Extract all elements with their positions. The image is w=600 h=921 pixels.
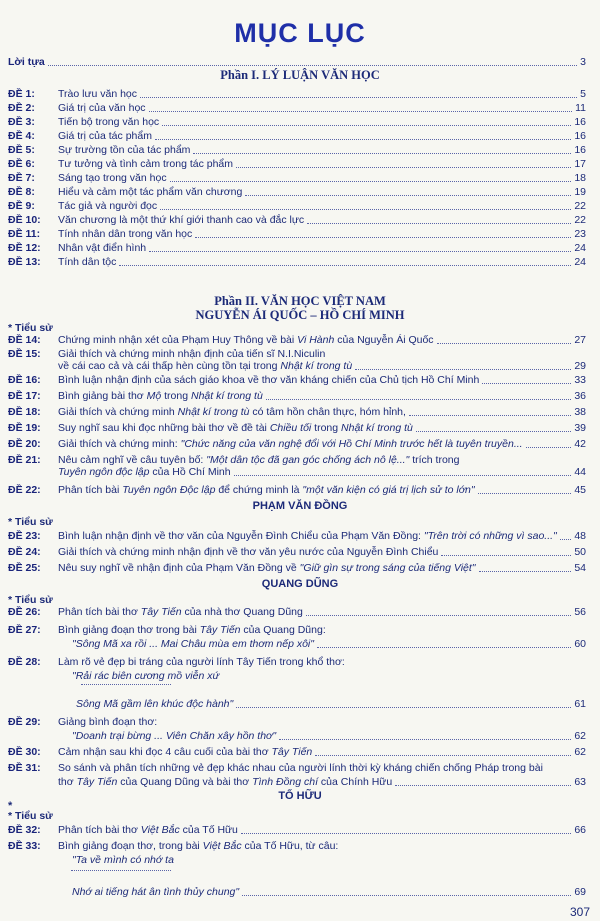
toc-entry[interactable] [8, 256, 586, 268]
entry-page: 66 [574, 824, 586, 836]
entry-title: Trào lưu văn học [58, 88, 138, 100]
toc-entry-quote[interactable] [76, 698, 586, 710]
entry-number: ĐỀ 19: [8, 422, 41, 434]
toc-entry[interactable] [8, 172, 586, 184]
entry-page: 27 [574, 334, 586, 346]
toc-entry-quote [72, 854, 586, 866]
leader-dots [140, 97, 577, 98]
entry-page: 60 [574, 638, 586, 650]
entry-title: Giải thích và chứng minh nhận định của tiến sĩ N.I.Niculin [58, 348, 326, 360]
entry-title: Tính nhân dân trong văn học [58, 228, 193, 240]
leader-dots [241, 833, 571, 834]
page-number: 307 [569, 905, 590, 919]
leader-dots [81, 684, 171, 685]
entry-title: Nêu cảm nghĩ về câu tuyên bố: "Một dân tộc đã gan góc chống ách nô lệ..." trích trong [58, 454, 460, 466]
entry-number: ĐỀ 10: [8, 214, 41, 226]
entry-number: ĐỀ 21: [8, 454, 41, 466]
toc-entry-quote[interactable] [72, 638, 586, 650]
leader-dots [119, 265, 571, 266]
leader-dots [526, 447, 572, 448]
entry-title: Văn chương là một thứ khí giới thanh cao và đắc lực [58, 214, 305, 226]
entry-number: ĐỀ 6: [8, 158, 35, 170]
toc-entry[interactable] [8, 656, 586, 668]
leader-dots [315, 755, 571, 756]
toc-entry-continuation[interactable] [58, 360, 586, 372]
entry-number: ĐỀ 3: [8, 116, 35, 128]
toc-entry[interactable] [8, 824, 586, 836]
toc-entry[interactable] [8, 186, 586, 198]
leader-dots [245, 195, 571, 196]
entry-title: Giải thích và chứng minh Nhật kí trong tù có tâm hồn chân thực, hóm hỉnh, [58, 406, 406, 418]
author-heading: NGUYỄN ÁI QUỐC – HỒ CHÍ MINH [195, 308, 405, 322]
entry-title: Giá trị của văn học [58, 102, 146, 114]
entry-title: Bình giảng bài thơ Mộ trong Nhật kí trong tù [58, 390, 263, 402]
toc-entry[interactable] [8, 214, 586, 226]
entry-title: Giá trị của tác phẩm [58, 130, 152, 142]
leader-dots [441, 555, 571, 556]
biography-entry[interactable]: * Tiểu sử [8, 810, 53, 822]
entry-title: Tiến bộ trong văn học [58, 116, 160, 128]
leader-dots [71, 870, 171, 871]
toc-entry[interactable] [8, 606, 586, 618]
toc-entry[interactable] [8, 348, 586, 360]
toc-entry[interactable] [8, 716, 586, 728]
part-heading: Phần I. LÝ LUẬN VĂN HỌC [220, 68, 380, 82]
leader-dots [266, 399, 572, 400]
entry-number: ĐỀ 29: [8, 716, 41, 728]
leader-dots [307, 223, 571, 224]
leader-dots [409, 415, 571, 416]
leader-dots [236, 707, 571, 708]
toc-entry[interactable] [8, 546, 586, 558]
leader-dots [149, 251, 571, 252]
toc-entry[interactable] [8, 840, 586, 852]
author-heading: TỐ HỮU [278, 790, 322, 802]
entry-title: Bình giảng đoạn thơ trong bài Tây Tiến của Quang Dũng: [58, 624, 326, 636]
entry-page: 22 [574, 214, 586, 226]
toc-entry[interactable] [8, 334, 586, 346]
entry-page: 44 [574, 466, 586, 478]
entry-page: 50 [574, 546, 586, 558]
toc-entry[interactable] [8, 158, 586, 170]
leader-dots [236, 167, 571, 168]
leader-dots [560, 539, 572, 540]
entry-number: ĐỀ 20: [8, 438, 41, 450]
entry-number: ĐỀ 1: [8, 88, 35, 100]
entry-title: Làm rõ vẻ đẹp bi tráng của người lính Tây Tiến trong khổ thơ: [58, 656, 345, 668]
toc-entry[interactable] [8, 390, 586, 402]
entry-page: 24 [574, 242, 586, 254]
entry-title: Phân tích bài thơ Tây Tiến của nhà thơ Quang Dũng [58, 606, 303, 618]
entry-title: Tư tưởng và tình cảm trong tác phẩm [58, 158, 234, 170]
leader-dots [234, 475, 572, 476]
quote-text: "Rải rác biên cương mồ viễn xứ [72, 670, 220, 682]
toc-entry[interactable] [8, 530, 586, 542]
entry-title: Hiểu và cảm một tác phẩm văn chương [58, 186, 243, 198]
entry-title: về cái cao cả và cái thấp hèn cùng tồn tại trong Nhật kí trong tù [58, 360, 353, 372]
entry-number: ĐỀ 31: [8, 762, 41, 774]
entry-title: Phân tích bài thơ Việt Bắc của Tố Hữu [58, 824, 238, 836]
entry-number: ĐỀ 15: [8, 348, 41, 360]
toc-entry[interactable] [8, 200, 586, 212]
author-heading: PHẠM VĂN ĐỒNG [252, 500, 348, 512]
toc-entry[interactable] [8, 484, 586, 496]
entry-title: Sáng tạo trong văn học [58, 172, 167, 184]
entry-number: ĐỀ 12: [8, 242, 41, 254]
toc-entry[interactable] [8, 406, 586, 418]
entry-number: ĐỀ 2: [8, 102, 35, 114]
entry-page: 11 [575, 102, 586, 114]
toc-entry-continuation[interactable] [58, 466, 586, 478]
toc-entry[interactable] [8, 762, 586, 774]
entry-title: Tuyên ngôn độc lập của Hồ Chí Minh [58, 466, 231, 478]
entry-number: ĐỀ 26: [8, 606, 41, 618]
leader-dots [160, 209, 571, 210]
entry-title: thơ Tây Tiến của Quang Dũng và bài thơ Tình Đồng chí của Chính Hữu [58, 776, 393, 788]
entry-page: 5 [580, 88, 586, 100]
biography-entry[interactable]: * Tiểu sử [8, 516, 53, 528]
entry-page: 63 [574, 776, 586, 788]
entry-number: ĐỀ 5: [8, 144, 35, 156]
entry-page: 29 [574, 360, 586, 372]
leader-dots [162, 125, 571, 126]
toc-entry[interactable] [8, 102, 586, 114]
toc-entry-quote[interactable] [72, 730, 586, 742]
entry-number: ĐỀ 9: [8, 200, 35, 212]
toc-entry[interactable] [8, 374, 586, 386]
leader-dots [193, 153, 571, 154]
quote-text: Nhớ ai tiếng hát ân tình thủy chung" [72, 886, 240, 898]
leader-dots [306, 615, 571, 616]
toc-entry[interactable] [8, 422, 586, 434]
leader-dots [155, 139, 571, 140]
entry-page: 18 [574, 172, 586, 184]
entry-title: Giải thích và chứng minh nhận định về thơ văn yêu nước của Nguyễn Đình Chiểu [58, 546, 439, 558]
entry-page: 19 [574, 186, 586, 198]
page-title: MỤC LỤC [234, 18, 366, 48]
entry-page: 39 [574, 422, 586, 434]
quote-text: Sông Mã gầm lên khúc độc hành" [76, 698, 234, 710]
entry-page: 54 [574, 562, 586, 574]
entry-page: 17 [574, 158, 586, 170]
entry-page: 48 [574, 530, 586, 542]
entry-page: 56 [574, 606, 586, 618]
leader-dots [242, 895, 571, 896]
quote-text: "Sông Mã xa rồi ... Mai Châu mùa em thơm nếp xôi" [72, 638, 314, 650]
leader-dots [149, 111, 573, 112]
entry-number: ĐỀ 25: [8, 562, 41, 574]
leader-dots [478, 493, 572, 494]
entry-number: ĐỀ 24: [8, 546, 41, 558]
toc-entry[interactable] [8, 88, 586, 100]
entry-title: Tính dân tộc [58, 256, 117, 268]
entry-title: Bình giảng đoạn thơ, trong bài Việt Bắc của Tố Hữu, từ câu: [58, 840, 339, 852]
entry-number: ĐỀ 33: [8, 840, 41, 852]
entry-title: Sự trường tồn của tác phẩm [58, 144, 191, 156]
toc-entry-quote [72, 670, 586, 682]
entry-number: ĐỀ 27: [8, 624, 41, 636]
entry-number: ĐỀ 16: [8, 374, 41, 386]
entry-number: ĐỀ 18: [8, 406, 41, 418]
leader-dots [482, 383, 571, 384]
toc-entry-intro[interactable] [8, 56, 586, 68]
entry-number: ĐỀ 8: [8, 186, 35, 198]
leader-dots [416, 431, 571, 432]
biography-entry[interactable]: * Tiểu sử [8, 594, 53, 606]
toc-entry[interactable] [8, 116, 586, 128]
entry-number: ĐỀ 11: [8, 228, 41, 240]
entry-title: Bình luận nhận định về thơ văn của Nguyễn Đình Chiểu của Phạm Văn Đồng: "Trên trời có những vì sao..." [58, 530, 557, 542]
entry-page: 16 [574, 144, 586, 156]
entry-number: ĐỀ 4: [8, 130, 35, 142]
entry-number: ĐỀ 14: [8, 334, 41, 346]
quote-ellipsis [78, 684, 586, 687]
entry-page: 45 [574, 484, 586, 496]
entry-title: Giải thích và chứng minh: "Chức năng của văn nghệ đổi với Hồ Chí Minh trước hết là tuyên truyền... [58, 438, 523, 450]
toc-entry[interactable] [8, 228, 586, 240]
star-mark: * [8, 800, 13, 812]
toc-entry[interactable] [8, 130, 586, 142]
entry-title: Giảng bình đoạn thơ: [58, 716, 158, 728]
entry-page: 33 [574, 374, 586, 386]
entry-title: Chứng minh nhận xét của Phạm Huy Thông về bài Vi Hành của Nguyễn Ái Quốc [58, 334, 434, 346]
entry-number: ĐỀ 13: [8, 256, 41, 268]
entry-title: Cảm nhận sau khi đọc 4 câu cuối của bài thơ Tây Tiến [58, 746, 313, 758]
entry-title: Phân tích bài Tuyên ngôn Độc lập để chứng minh là "một văn kiện có giá trị lịch sử to lớn" [58, 484, 475, 496]
quote-ellipsis [68, 870, 586, 873]
entry-title: Suy nghĩ sau khi đọc những bài thơ về đề tài Chiều tối trong Nhật kí trong tù [58, 422, 413, 434]
toc-entry[interactable] [8, 454, 586, 466]
toc-entry[interactable] [8, 438, 586, 450]
leader-dots [479, 571, 572, 572]
leader-dots [48, 65, 578, 66]
toc-entry[interactable] [8, 624, 586, 636]
entry-title: Bình luận nhận định của sách giáo khoa về thơ văn kháng chiến của Chủ tịch Hồ Chí Minh [58, 374, 480, 386]
entry-number: ĐỀ 22: [8, 484, 41, 496]
leader-dots [437, 343, 572, 344]
entry-page: 23 [574, 228, 586, 240]
entry-page: 16 [574, 130, 586, 142]
entry-number: ĐỀ 28: [8, 656, 41, 668]
entry-page: 62 [574, 746, 586, 758]
toc-entry-quote[interactable] [72, 886, 586, 898]
entry-page: 3 [580, 56, 586, 68]
entry-number: ĐỀ 23: [8, 530, 41, 542]
entry-number: ĐỀ 30: [8, 746, 41, 758]
entry-page: 24 [574, 256, 586, 268]
leader-dots [195, 237, 571, 238]
quote-text: "Ta về mình có nhớ ta [72, 854, 174, 866]
toc-entry[interactable] [8, 144, 586, 156]
entry-page: 16 [574, 116, 586, 128]
entry-number: ĐỀ 17: [8, 390, 41, 402]
leader-dots [317, 647, 571, 648]
toc-entry[interactable] [8, 562, 586, 574]
biography-entry[interactable]: * Tiểu sử [8, 322, 53, 334]
entry-page: 62 [574, 730, 586, 742]
toc-entry[interactable] [8, 746, 586, 758]
entry-title: Nêu suy nghĩ về nhận định của Phạm Văn Đồng về "Giữ gìn sự trong sáng của tiếng Việt" [58, 562, 476, 574]
entry-number: ĐỀ 32: [8, 824, 41, 836]
toc-entry-continuation[interactable] [58, 776, 586, 788]
entry-title: So sánh và phân tích những vẻ đẹp khác nhau của người lính thời kỳ kháng chiến chống Pháp trong bài [58, 762, 543, 774]
part-heading: Phần II. VĂN HỌC VIỆT NAM [214, 294, 386, 308]
leader-dots [395, 785, 571, 786]
entry-title: Tác giả và người đọc [58, 200, 158, 212]
entry-label: Lời tựa [8, 56, 45, 68]
entry-page: 61 [574, 698, 586, 710]
leader-dots [279, 739, 571, 740]
leader-dots [170, 181, 572, 182]
entry-number: ĐỀ 7: [8, 172, 35, 184]
entry-page: 36 [574, 390, 586, 402]
toc-entry[interactable] [8, 242, 586, 254]
entry-title: Nhân vật điển hình [58, 242, 147, 254]
entry-page: 69 [574, 886, 586, 898]
entry-page: 38 [574, 406, 586, 418]
entry-page: 42 [574, 438, 586, 450]
entry-page: 22 [574, 200, 586, 212]
author-heading: QUANG DŨNG [261, 578, 339, 590]
quote-text: "Doanh trại bừng ... Viên Chăn xây hồn thơ" [72, 730, 277, 742]
leader-dots [355, 369, 571, 370]
